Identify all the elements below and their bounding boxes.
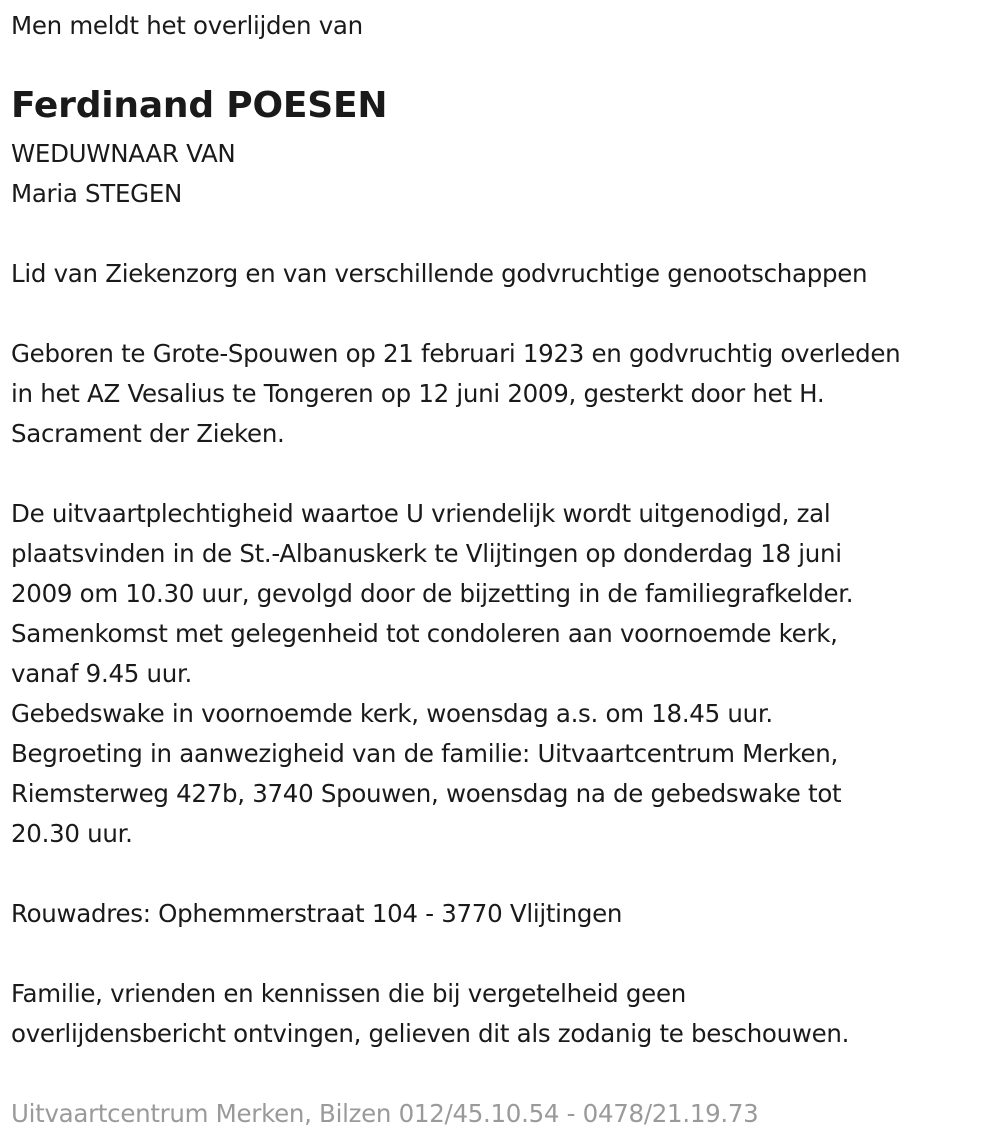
funeral-line: Gebedswake in voornoemde kerk, woensdag a.s. om 18.45 uur.: [11, 699, 773, 728]
birth-death-line: Geboren te Grote-Spouwen op 21 februari 1923 en godvruchtig overleden: [11, 339, 901, 368]
spouse-name: Maria STEGEN: [11, 179, 183, 208]
intro-text: Men meldt het overlijden van: [11, 11, 363, 40]
birth-death-line: in het AZ Vesalius te Tongeren op 12 juni 2009, gesterkt door het H.: [11, 379, 825, 408]
membership-section: [11, 254, 867, 294]
family-note-line: Familie, vrienden en kennissen die bij vergetelheid geen: [11, 979, 686, 1008]
family-note-line: overlijdensbericht ontvingen, gelieven dit als zodanig te beschouwen.: [11, 1019, 850, 1048]
widow-label: WEDUWNAAR VAN: [11, 139, 236, 168]
funeral-line: plaatsvinden in de St.-Albanuskerk te Vlijtingen op donderdag 18 juni: [11, 539, 842, 568]
funeral-line: vanaf 9.45 uur.: [11, 659, 192, 688]
widow-section: [11, 134, 235, 214]
funeral-line: Samenkomst met gelegenheid tot condoleren aan voornoemde kerk,: [11, 619, 838, 648]
funeral-line: Riemsterweg 427b, 3740 Spouwen, woensdag na de gebedswake tot: [11, 779, 842, 808]
membership-text: Lid van Ziekenzorg en van verschillende godvruchtige genootschappen: [11, 259, 868, 288]
funeral-home-footer: Uitvaartcentrum Merken, Bilzen 012/45.10.54 - 0478/21.19.73: [11, 1099, 759, 1128]
family-note-section: [11, 974, 849, 1054]
birth-death-line: Sacrament der Zieken.: [11, 419, 285, 448]
deceased-name: Ferdinand POESEN: [11, 85, 388, 126]
funeral-line: 20.30 uur.: [11, 819, 133, 848]
mourning-address-section: [11, 894, 622, 934]
funeral-section: [11, 494, 853, 854]
funeral-line: Begroeting in aanwezigheid van de familie: Uitvaartcentrum Merken,: [11, 739, 839, 768]
mourning-address: Rouwadres: Ophemmerstraat 104 - 3770 Vlijtingen: [11, 899, 623, 928]
birth-death-section: [11, 334, 900, 454]
funeral-line: De uitvaartplechtigheid waartoe U vriendelijk wordt uitgenodigd, zal: [11, 499, 831, 528]
funeral-line: 2009 om 10.30 uur, gevolgd door de bijzetting in de familiegrafkelder.: [11, 579, 854, 608]
